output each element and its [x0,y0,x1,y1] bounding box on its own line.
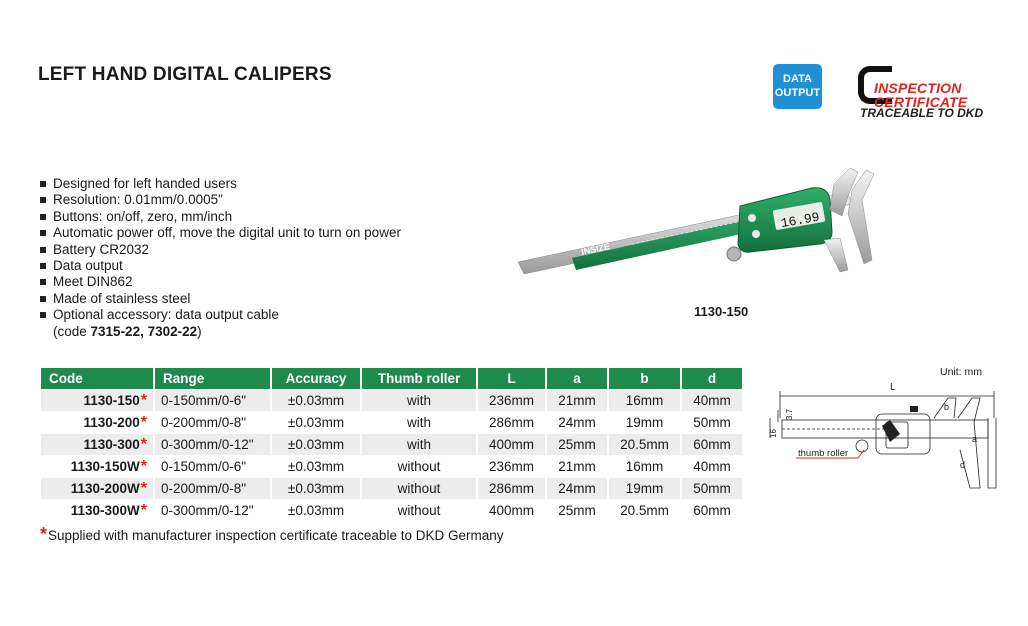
d-cell: 40mm [681,456,742,478]
feature-item: Buttons: on/off, zero, mm/inch [38,209,401,225]
accuracy-cell: ±0.03mm [271,478,361,500]
footnote-text: Supplied with manufacturer inspection certificate traceable to DKD Germany [48,528,504,543]
L-cell: 236mm [477,456,546,478]
code-value: 1130-200 [83,414,140,430]
column-header: b [608,368,681,390]
L-cell: 286mm [477,412,546,434]
column-header: Range [154,368,271,390]
column-header: Thumb roller [361,368,477,390]
thumb-cell: with [361,390,477,412]
L-cell: 236mm [477,390,546,412]
certificate-line1: INSPECTION [874,80,962,96]
column-header: Code [41,368,154,390]
label-a: a [972,434,978,444]
range-cell: 0-300mm/0-12" [154,500,271,522]
thumb-cell: with [361,434,477,456]
table-row [41,390,742,412]
dimension-diagram [758,378,1008,498]
b-cell: 20.5mm [608,434,681,456]
a-cell: 21mm [546,456,608,478]
code-cell [41,456,154,478]
table-row [41,500,742,522]
accuracy-cell: ±0.03mm [271,500,361,522]
feature-item: Battery CR2032 [38,242,401,258]
feature-item: Meet DIN862 [38,274,401,290]
accuracy-cell: ±0.03mm [271,434,361,456]
range-cell: 0-200mm/0-8" [154,478,271,500]
page-title: LEFT HAND DIGITAL CALIPERS [38,64,332,85]
slider-screw-icon [910,406,918,412]
thumb-cell: without [361,478,477,500]
feature-item: Made of stainless steel [38,291,401,307]
a-cell: 21mm [546,390,608,412]
thumb-cell: with [361,412,477,434]
accuracy-cell: ±0.03mm [271,456,361,478]
table-row [41,412,742,434]
table-row [41,478,742,500]
code-value: 1130-200W [70,480,140,496]
a-cell: 24mm [546,478,608,500]
b-cell: 16mm [608,390,681,412]
table-header-row [41,368,742,390]
unit-label: Unit: mm [940,366,982,378]
code-cell [41,412,154,434]
fixed-jaw-outline [988,418,996,488]
label-d: d [960,460,966,470]
range-cell: 0-150mm/0-6" [154,390,271,412]
feature-item: Data output [38,258,401,274]
accessory-code-prefix: (code [53,323,91,339]
column-header: d [681,368,742,390]
b-cell: 19mm [608,478,681,500]
badge-line1: DATA [783,73,812,85]
code-cell [41,478,154,500]
range-cell: 0-200mm/0-8" [154,412,271,434]
thumb-roller-icon [727,247,741,261]
code-cell [41,434,154,456]
d-cell: 50mm [681,478,742,500]
feature-list [38,176,401,340]
display-reading: 16.99 [779,209,821,232]
star-mark: * [140,413,147,431]
L-cell: 400mm [477,500,546,522]
range-cell: 0-150mm/0-6" [154,456,271,478]
a-cell: 25mm [546,434,608,456]
data-output-badge [773,64,822,109]
L-cell: 286mm [477,478,546,500]
table-row [41,456,742,478]
photo-caption: 1130-150 [694,304,749,319]
certificate-subtitle: TRACEABLE TO DKD [860,106,984,120]
column-header: L [477,368,546,390]
thumb-cell: without [361,500,477,522]
label-L: L [890,382,896,393]
L-cell: 400mm [477,434,546,456]
star-mark: * [140,435,147,453]
feature-item: Automatic power off, move the digital unit to turn on power [38,225,401,241]
star-mark: * [140,501,147,519]
star-mark: * [140,479,147,497]
accessory-codes: 7315-22, 7302-22 [90,323,198,339]
label-37: 3.7 [785,408,794,420]
accessory-code-suffix: ) [197,323,202,339]
thumb-roller-label: thumb roller [798,448,849,459]
a-cell: 24mm [546,412,608,434]
certificate-line2: CERTIFICATE [874,94,968,110]
range-cell: 0-300mm/0-12" [154,434,271,456]
feature-item: Optional accessory: data output cable [38,307,401,323]
code-value: 1130-150 [83,392,140,408]
code-value: 1130-300 [83,436,140,452]
b-cell: 20.5mm [608,500,681,522]
column-header: Accuracy [271,368,361,390]
star-mark: * [140,391,147,409]
b-cell: 16mm [608,456,681,478]
code-cell [41,500,154,522]
d-cell: 50mm [681,412,742,434]
code-cell [41,390,154,412]
label-b: b [944,402,950,412]
badge-line2: OUTPUT [774,87,821,99]
diagram-outline [770,391,996,488]
brand-label: INSIZE [580,241,611,257]
slider-button-icon [882,420,900,442]
spec-table [41,368,742,521]
thumb-cell: without [361,456,477,478]
accuracy-cell: ±0.03mm [271,390,361,412]
table-row [41,434,742,456]
column-header: a [546,368,608,390]
star-mark: * [140,457,147,475]
feature-item: Resolution: 0.01mm/0.0005" [38,192,401,208]
digital-unit [738,188,832,252]
thumb-roller-outline [856,440,868,452]
b-cell: 19mm [608,412,681,434]
accessory-code-line [38,324,401,340]
code-value: 1130-300W [70,502,140,518]
label-16: 16 [769,429,778,438]
footnote [40,524,503,545]
caliper-photo [512,158,892,298]
feature-item: Designed for left handed users [38,176,401,192]
code-value: 1130-150W [70,458,140,474]
d-cell: 60mm [681,434,742,456]
a-cell: 25mm [546,500,608,522]
accuracy-cell: ±0.03mm [271,412,361,434]
d-cell: 60mm [681,500,742,522]
inspection-certificate-logo [858,64,988,122]
star-mark: * [40,524,48,544]
d-cell: 40mm [681,390,742,412]
